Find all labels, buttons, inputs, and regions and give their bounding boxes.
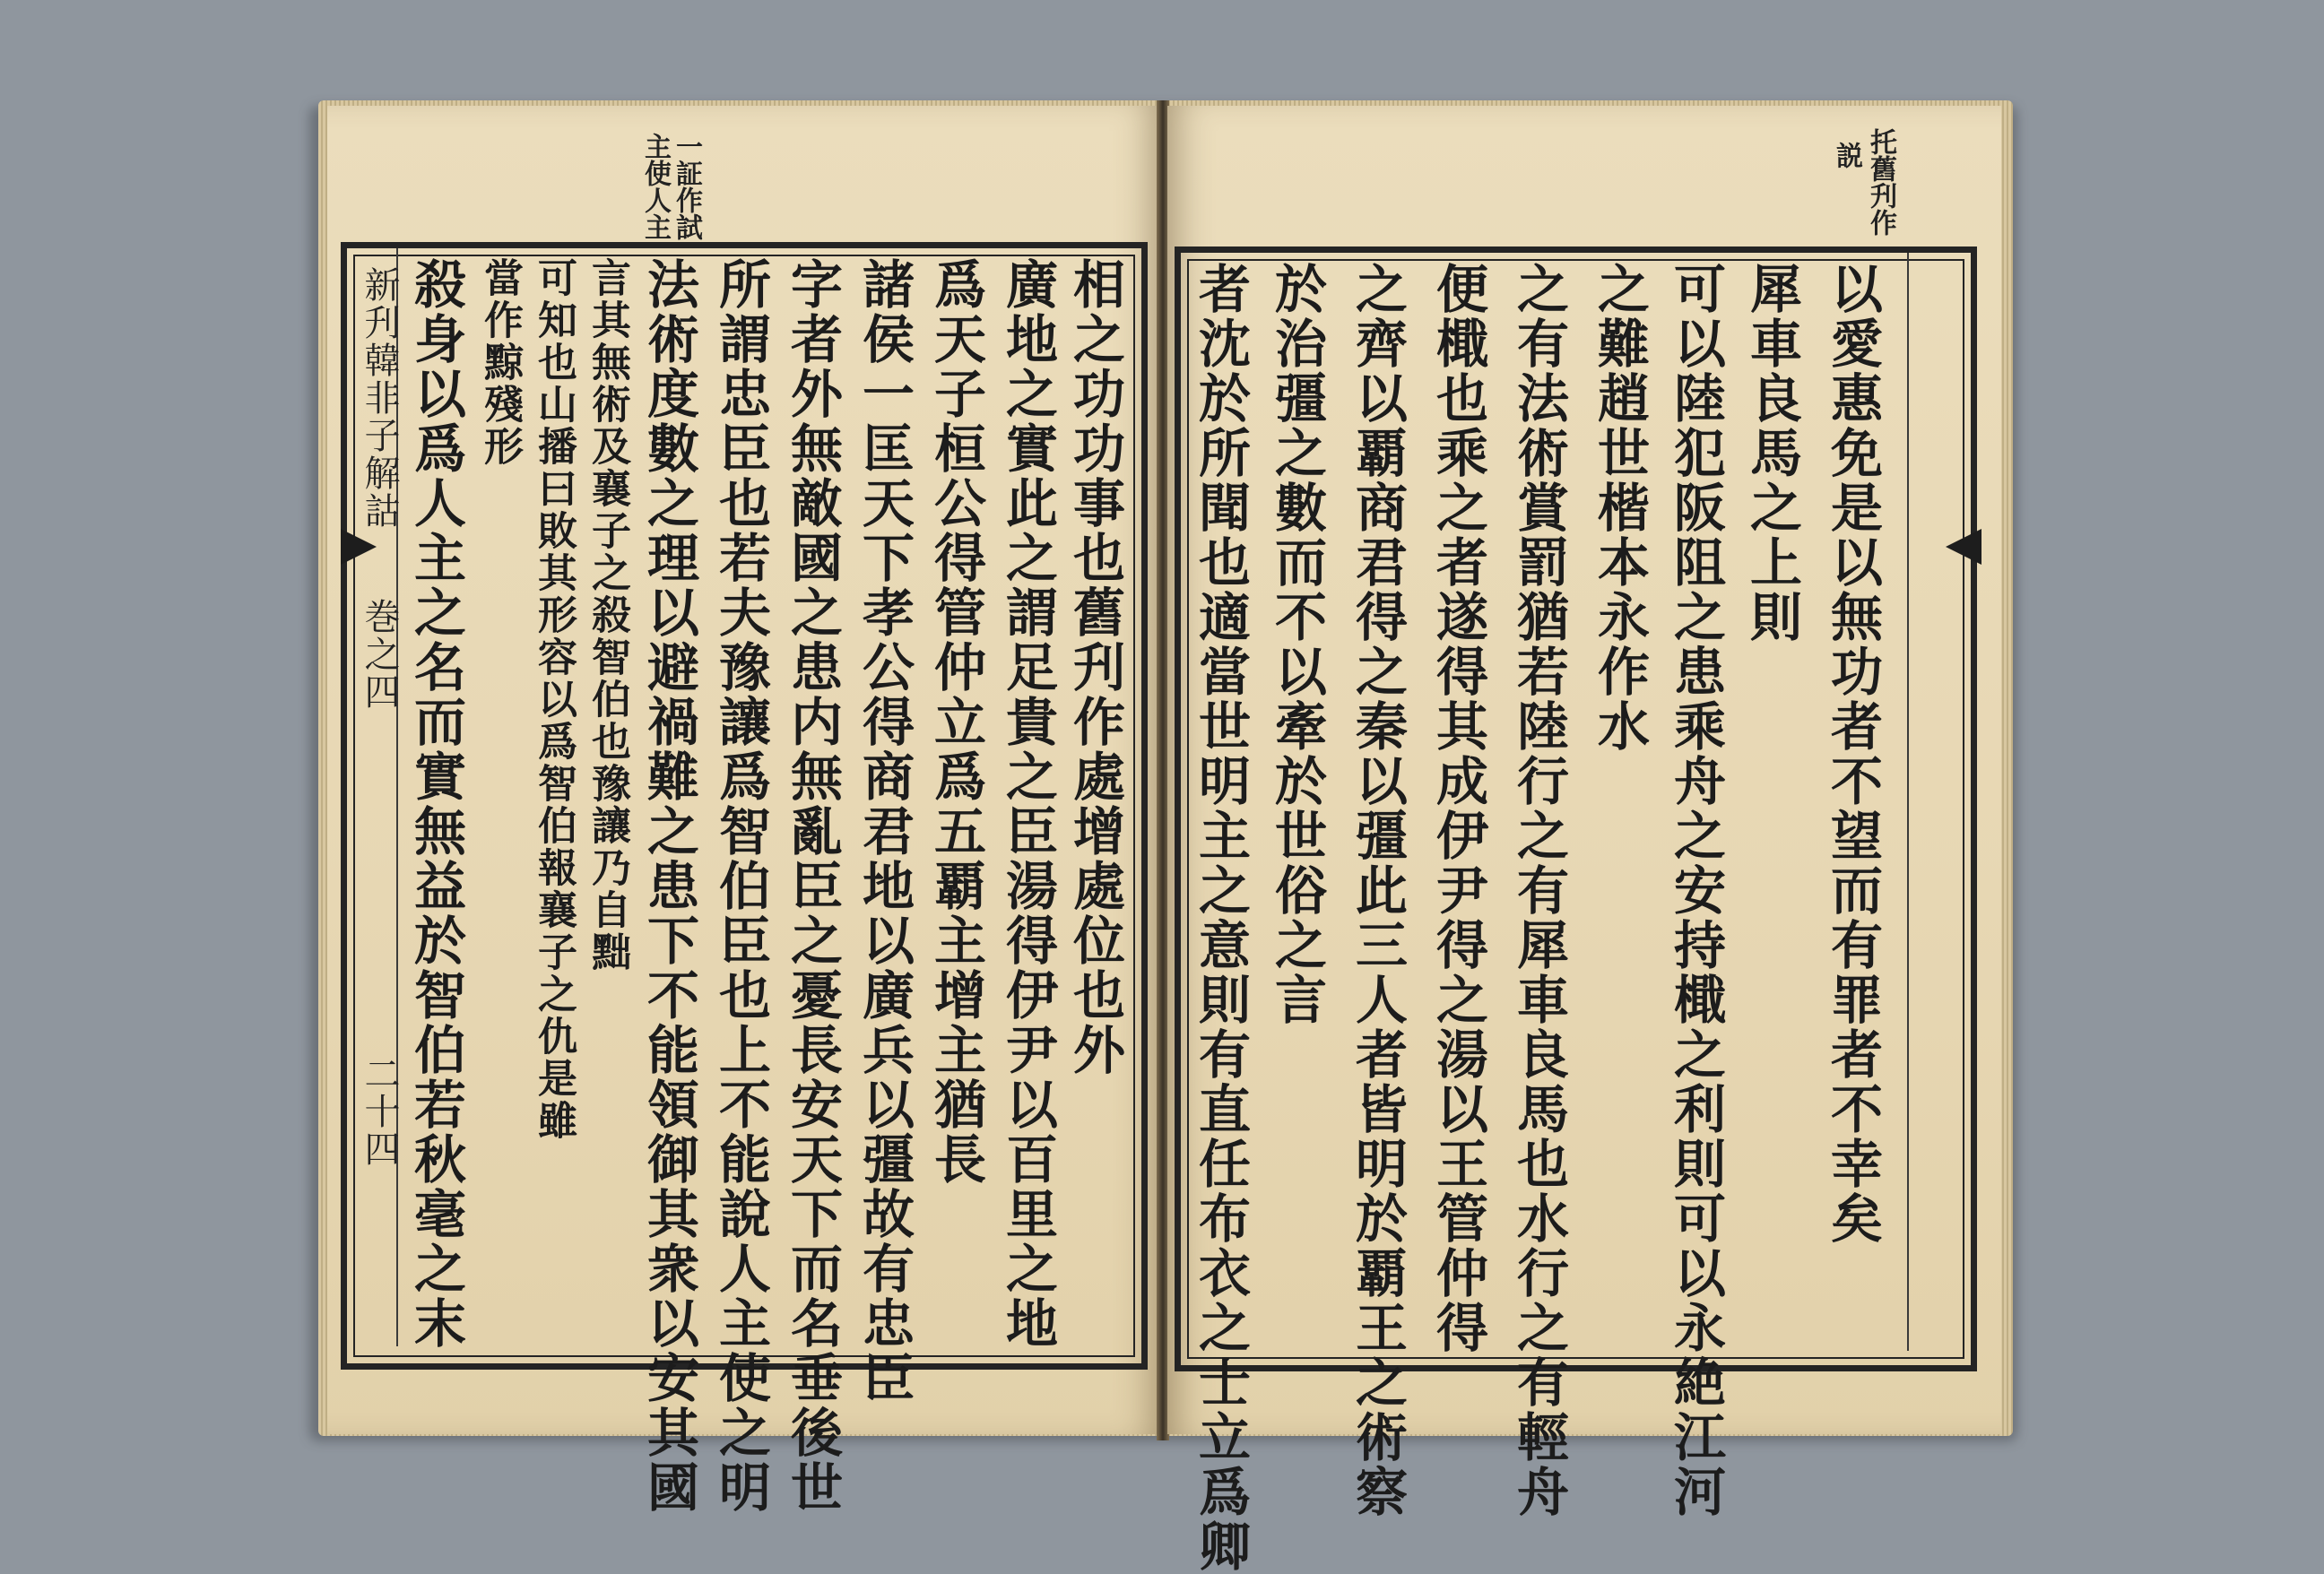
text-column: 以愛惠免是以無功者不望而有罪者不幸矣 <box>1822 262 1883 1246</box>
text-column: 犀車良馬之上則 <box>1741 262 1802 644</box>
text-column: 便檝也乘之者遂得其成伊尹得之湯以王管仲得 <box>1427 262 1488 1355</box>
volume-label: 巻之四 <box>359 598 400 711</box>
text-column: 廣地之實此之謂足貴之臣湯得伊尹以百里之地 <box>997 257 1058 1351</box>
text-column: 諸侯一匡天下孝公得商君地以廣兵以彊故有忠臣 <box>854 257 915 1405</box>
page-number: 二十四 <box>359 1055 400 1168</box>
right-top-note-1: 托舊刋作 <box>1865 128 1896 236</box>
column-rule <box>1907 253 1909 1351</box>
right-page-frame <box>1175 246 1977 1574</box>
text-column: 殺身以爲人主之名而實無益於智伯若秋毫之末 <box>405 257 466 1351</box>
left-top-note-2: 主使人主 <box>639 133 671 240</box>
book-title: 新刋韓非子解詁 <box>359 266 400 530</box>
text-column: 言其無術及襄子之殺智伯也豫讓乃自黜 <box>585 257 630 973</box>
text-column: 之齊以覇商君得之秦以彊此三人者皆明於覇王之術察 <box>1347 262 1408 1519</box>
left-top-note-1: 一証作試 <box>671 133 702 240</box>
text-column: 之有法術賞罰猶若陸行之有犀車良馬也水行之有輕舟 <box>1508 262 1569 1519</box>
text-column: 可知也山播曰敗其形容以爲智伯報襄子之仇是雖 <box>531 257 577 1142</box>
text-column: 法術度數之理以避禍難之患下不能領御其衆以安其國 <box>638 257 699 1515</box>
left-page-frame <box>341 242 1148 1515</box>
text-column: 字者外無敵國之患内無亂臣之憂長安天下而名垂後世 <box>782 257 843 1515</box>
text-column: 所謂忠臣也若夫豫讓爲智伯臣也上不能說人主使之明 <box>710 257 771 1515</box>
text-column: 於治彊之數而不以牽於世俗之言 <box>1266 262 1327 1027</box>
text-column: 相之功功事也舊刋作處增處位也外 <box>1064 257 1125 1077</box>
text-column: 之難趙世楷本永作水 <box>1589 262 1650 754</box>
text-column: 當作黥殘形 <box>477 257 523 468</box>
right-top-note-2: 説 <box>1831 142 1862 169</box>
text-column: 可以陸犯阪阻之患乘舟之安持檝之利則可以永絶江河 <box>1665 262 1726 1519</box>
text-column: 爲天子桓公得管仲立爲五覇主增主猶長 <box>925 257 986 1187</box>
right-page-tab <box>1946 529 1981 565</box>
left-page-tab <box>341 529 377 565</box>
text-column: 者沈於所聞也適當世明主之意則有直任布衣之士立爲卿 <box>1190 262 1251 1574</box>
